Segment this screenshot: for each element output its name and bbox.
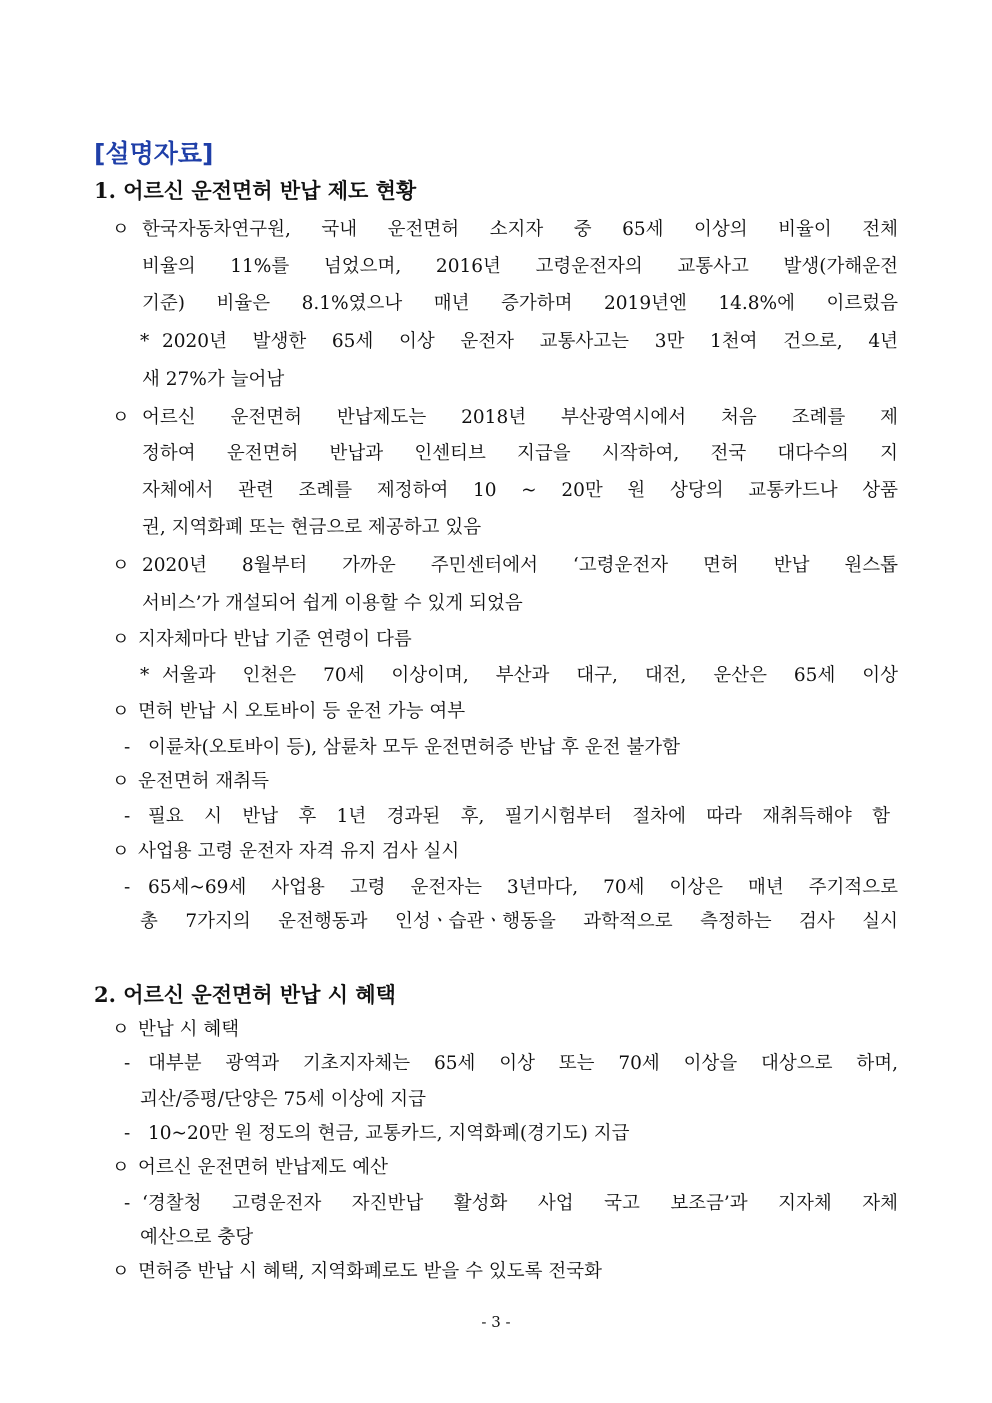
dash-line: 65세~69세 사업용 고령 운전자는 3년마다, 70세 이상은 매년 주기적으로 [148,877,898,898]
bullet-marker: ㅇ [112,219,130,240]
text-line: 정하여 운전면허 반납과 인센티브 지급을 시작하여, 전국 대다수의 지 [142,443,898,464]
text-line: 어르신 운전면허 반납제도는 2018년 부산광역시에서 처음 조례를 제 [142,407,898,428]
dash-line: 괴산/증평/단양은 75세 이상에 지급 [140,1089,426,1110]
dash-line: 이륜차(오토바이 등), 삼륜차 모두 운전면허증 반납 후 운전 불가함 [148,737,681,758]
dash-marker: - [124,1053,131,1074]
text-line: 반납 시 혜택 [138,1019,240,1040]
bullet-marker: ㅇ [112,1157,130,1178]
dash-line: 필요 시 반납 후 1년 경과된 후, 필기시험부터 절차에 따라 재취득해야 함 [148,806,890,827]
section-1-heading: 1. 어르신 운전면허 반납 제도 현황 [94,178,417,203]
note-line: 새 27%가 늘어남 [142,369,285,390]
bullet-marker: ㅇ [112,407,130,428]
text-line: 서비스’가 개설되어 쉽게 이용할 수 있게 되었음 [142,593,523,614]
bullet-marker: ㅇ [112,841,130,862]
dash-line: 10~20만 원 정도의 현금, 교통카드, 지역화폐(경기도) 지급 [148,1123,630,1144]
dash-marker: - [124,737,131,758]
page-number: - 3 - [481,1313,511,1331]
bullet-marker: ㅇ [112,629,130,650]
text-line: 사업용 고령 운전자 자격 유지 검사 실시 [138,841,460,862]
bullet-marker: ㅇ [112,1261,130,1282]
dash-line: 예산으로 충당 [140,1227,254,1248]
bullet-marker: ㅇ [112,771,130,792]
dash-marker: - [124,877,131,898]
text-line: 면허증 반납 시 혜택, 지역화폐로도 받을 수 있도록 전국화 [138,1261,602,1282]
text-line: 자체에서 관련 조례를 제정하여 10 ~ 20만 원 상당의 교통카드나 상품 [142,480,898,501]
text-line: 권, 지역화폐 또는 현금으로 제공하고 있음 [142,517,482,538]
note-marker: * [140,665,150,686]
dash-line: 총 7가지의 운전행동과 인성ㆍ습관ㆍ행동을 과학적으로 측정하는 검사 실시 [140,911,898,932]
dash-marker: - [124,1193,131,1214]
dash-marker: - [124,806,131,827]
document-tag: [설명자료] [94,139,214,168]
text-line: 2020년 8월부터 가까운 주민센터에서 ‘고령운전자 면허 반납 원스톱 [142,555,898,576]
section-2-heading: 2. 어르신 운전면허 반납 시 혜택 [94,982,396,1007]
text-line: 어르신 운전면허 반납제도 예산 [138,1157,388,1178]
bullet-marker: ㅇ [112,701,130,722]
note-line: 2020년 발생한 65세 이상 운전자 교통사고는 3만 1천여 건으로, 4년 [162,331,898,352]
note-line: 서울과 인천은 70세 이상이며, 부산과 대구, 대전, 운산은 65세 이상 [162,665,898,686]
bullet-marker: ㅇ [112,1019,130,1040]
text-line: 운전면허 재취득 [138,771,269,792]
bullet-marker: ㅇ [112,555,130,576]
note-marker: * [140,331,150,352]
text-line: 면허 반납 시 오토바이 등 운전 가능 여부 [138,701,466,722]
dash-line: ‘경찰청 고령운전자 자진반납 활성화 사업 국고 보조금’과 지자체 자체 [142,1193,898,1214]
text-line: 기준) 비율은 8.1%였으나 매년 증가하며 2019년엔 14.8%에 이르렀음 [142,293,898,314]
text-line: 한국자동차연구원, 국내 운전면허 소지자 중 65세 이상의 비율이 전체 [142,219,898,240]
dash-line: 대부분 광역과 기초지자체는 65세 이상 또는 70세 이상을 대상으로 하며, [148,1053,898,1074]
dash-marker: - [124,1123,131,1144]
text-line: 지자체마다 반납 기준 연령이 다름 [138,629,412,650]
text-line: 비율의 11%를 넘었으며, 2016년 고령운전자의 교통사고 발생(가해운전 [142,256,898,277]
